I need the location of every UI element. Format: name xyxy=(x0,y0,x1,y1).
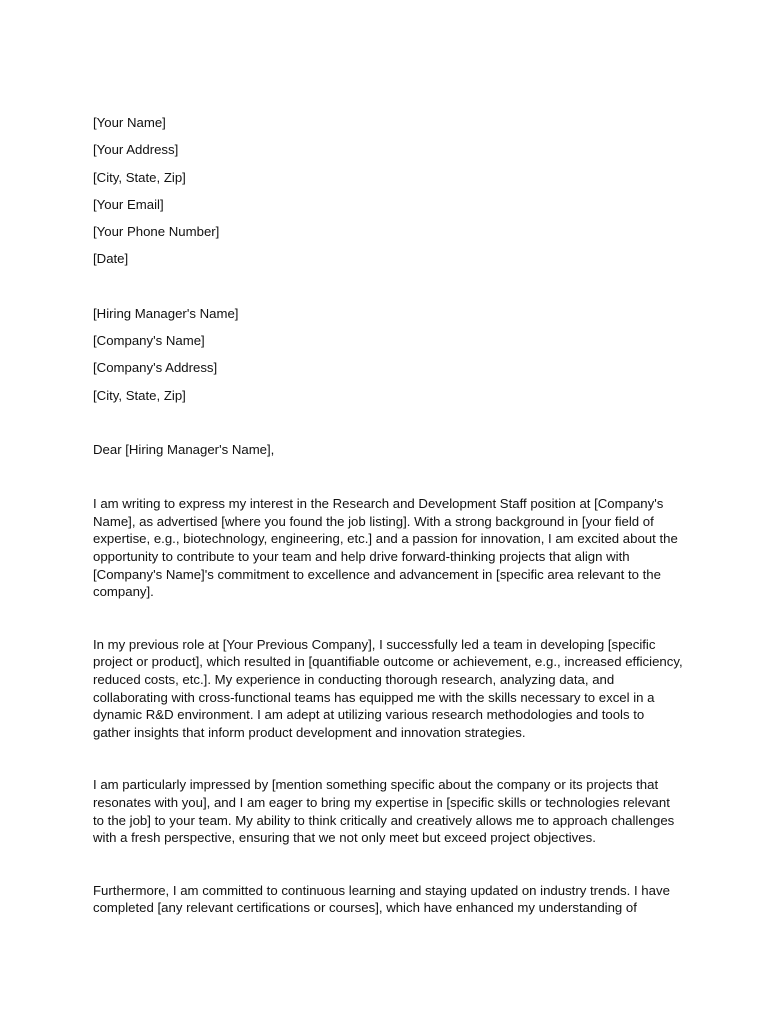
body-paragraph-4: Furthermore, I am committed to continuous learning and staying updated on industry trends. I have completed [any relevant certifications or courses], which have enhanced my understanding of xyxy=(93,882,670,916)
sender-name: [Your Name] xyxy=(93,115,166,130)
recipient-name: [Hiring Manager's Name] xyxy=(93,305,239,321)
sender-city-state-zip: [City, State, Zip] xyxy=(93,169,186,185)
letter-page xyxy=(93,114,683,917)
recipient-address: [Company's Address] xyxy=(93,360,218,376)
sender-address: [Your Address] xyxy=(93,142,179,158)
recipient-block xyxy=(93,305,683,405)
spacer xyxy=(93,414,683,441)
body-paragraph-1: I am writing to express my interest in the Research and Development Staff position at [Company's Name], as advertised [where you found the job listing]. With a strong background in [your field of expertise, e.g., biotechnology, engineering, etc.] and a passion for innovation, I am excited about the opportunity to contribute to your team and help drive forward-thinking projects that align with [Company's Name]'s commitment to excellence and advancement in [specific area relevant to the company]. xyxy=(93,496,678,600)
sender-phone: [Your Phone Number] xyxy=(93,224,220,240)
sender-email: [Your Email] xyxy=(93,196,164,212)
body-paragraph-3: I am particularly impressed by [mention something specific about the company or its projects that resonates with you], and I am eager to bring my expertise in [specific skills or technologies relevant to the job] to your team. My ability to think critically and creatively allows me to approach challenges with a fresh perspective, ensuring that we not only meet but exceed project objectives. xyxy=(93,777,675,846)
recipient-city-state-zip: [City, State, Zip] xyxy=(93,387,186,403)
body-paragraph-2: In my previous role at [Your Previous Company], I successfully led a team in developing [specific project or product], which resulted in [quantifiable outcome or achievement, e.g., increased efficiency, reduced costs, etc.]. My experience in conducting thorough research, analyzing data, and collaborating with cross-functional teams has equipped me with the skills necessary to excel in a dynamic R&D environment. I am adept at utilizing various research methodologies and tools to gather insights that inform product development and innovation strategies. xyxy=(93,636,683,740)
spacer xyxy=(93,847,683,882)
letter-date: [Date] xyxy=(93,251,129,267)
spacer xyxy=(93,601,683,636)
salutation: Dear [Hiring Manager's Name], xyxy=(93,441,275,457)
spacer xyxy=(93,741,683,776)
recipient-company: [Company's Name] xyxy=(93,333,205,349)
spacer xyxy=(93,278,683,305)
spacer xyxy=(93,468,683,495)
sender-block xyxy=(93,114,683,268)
